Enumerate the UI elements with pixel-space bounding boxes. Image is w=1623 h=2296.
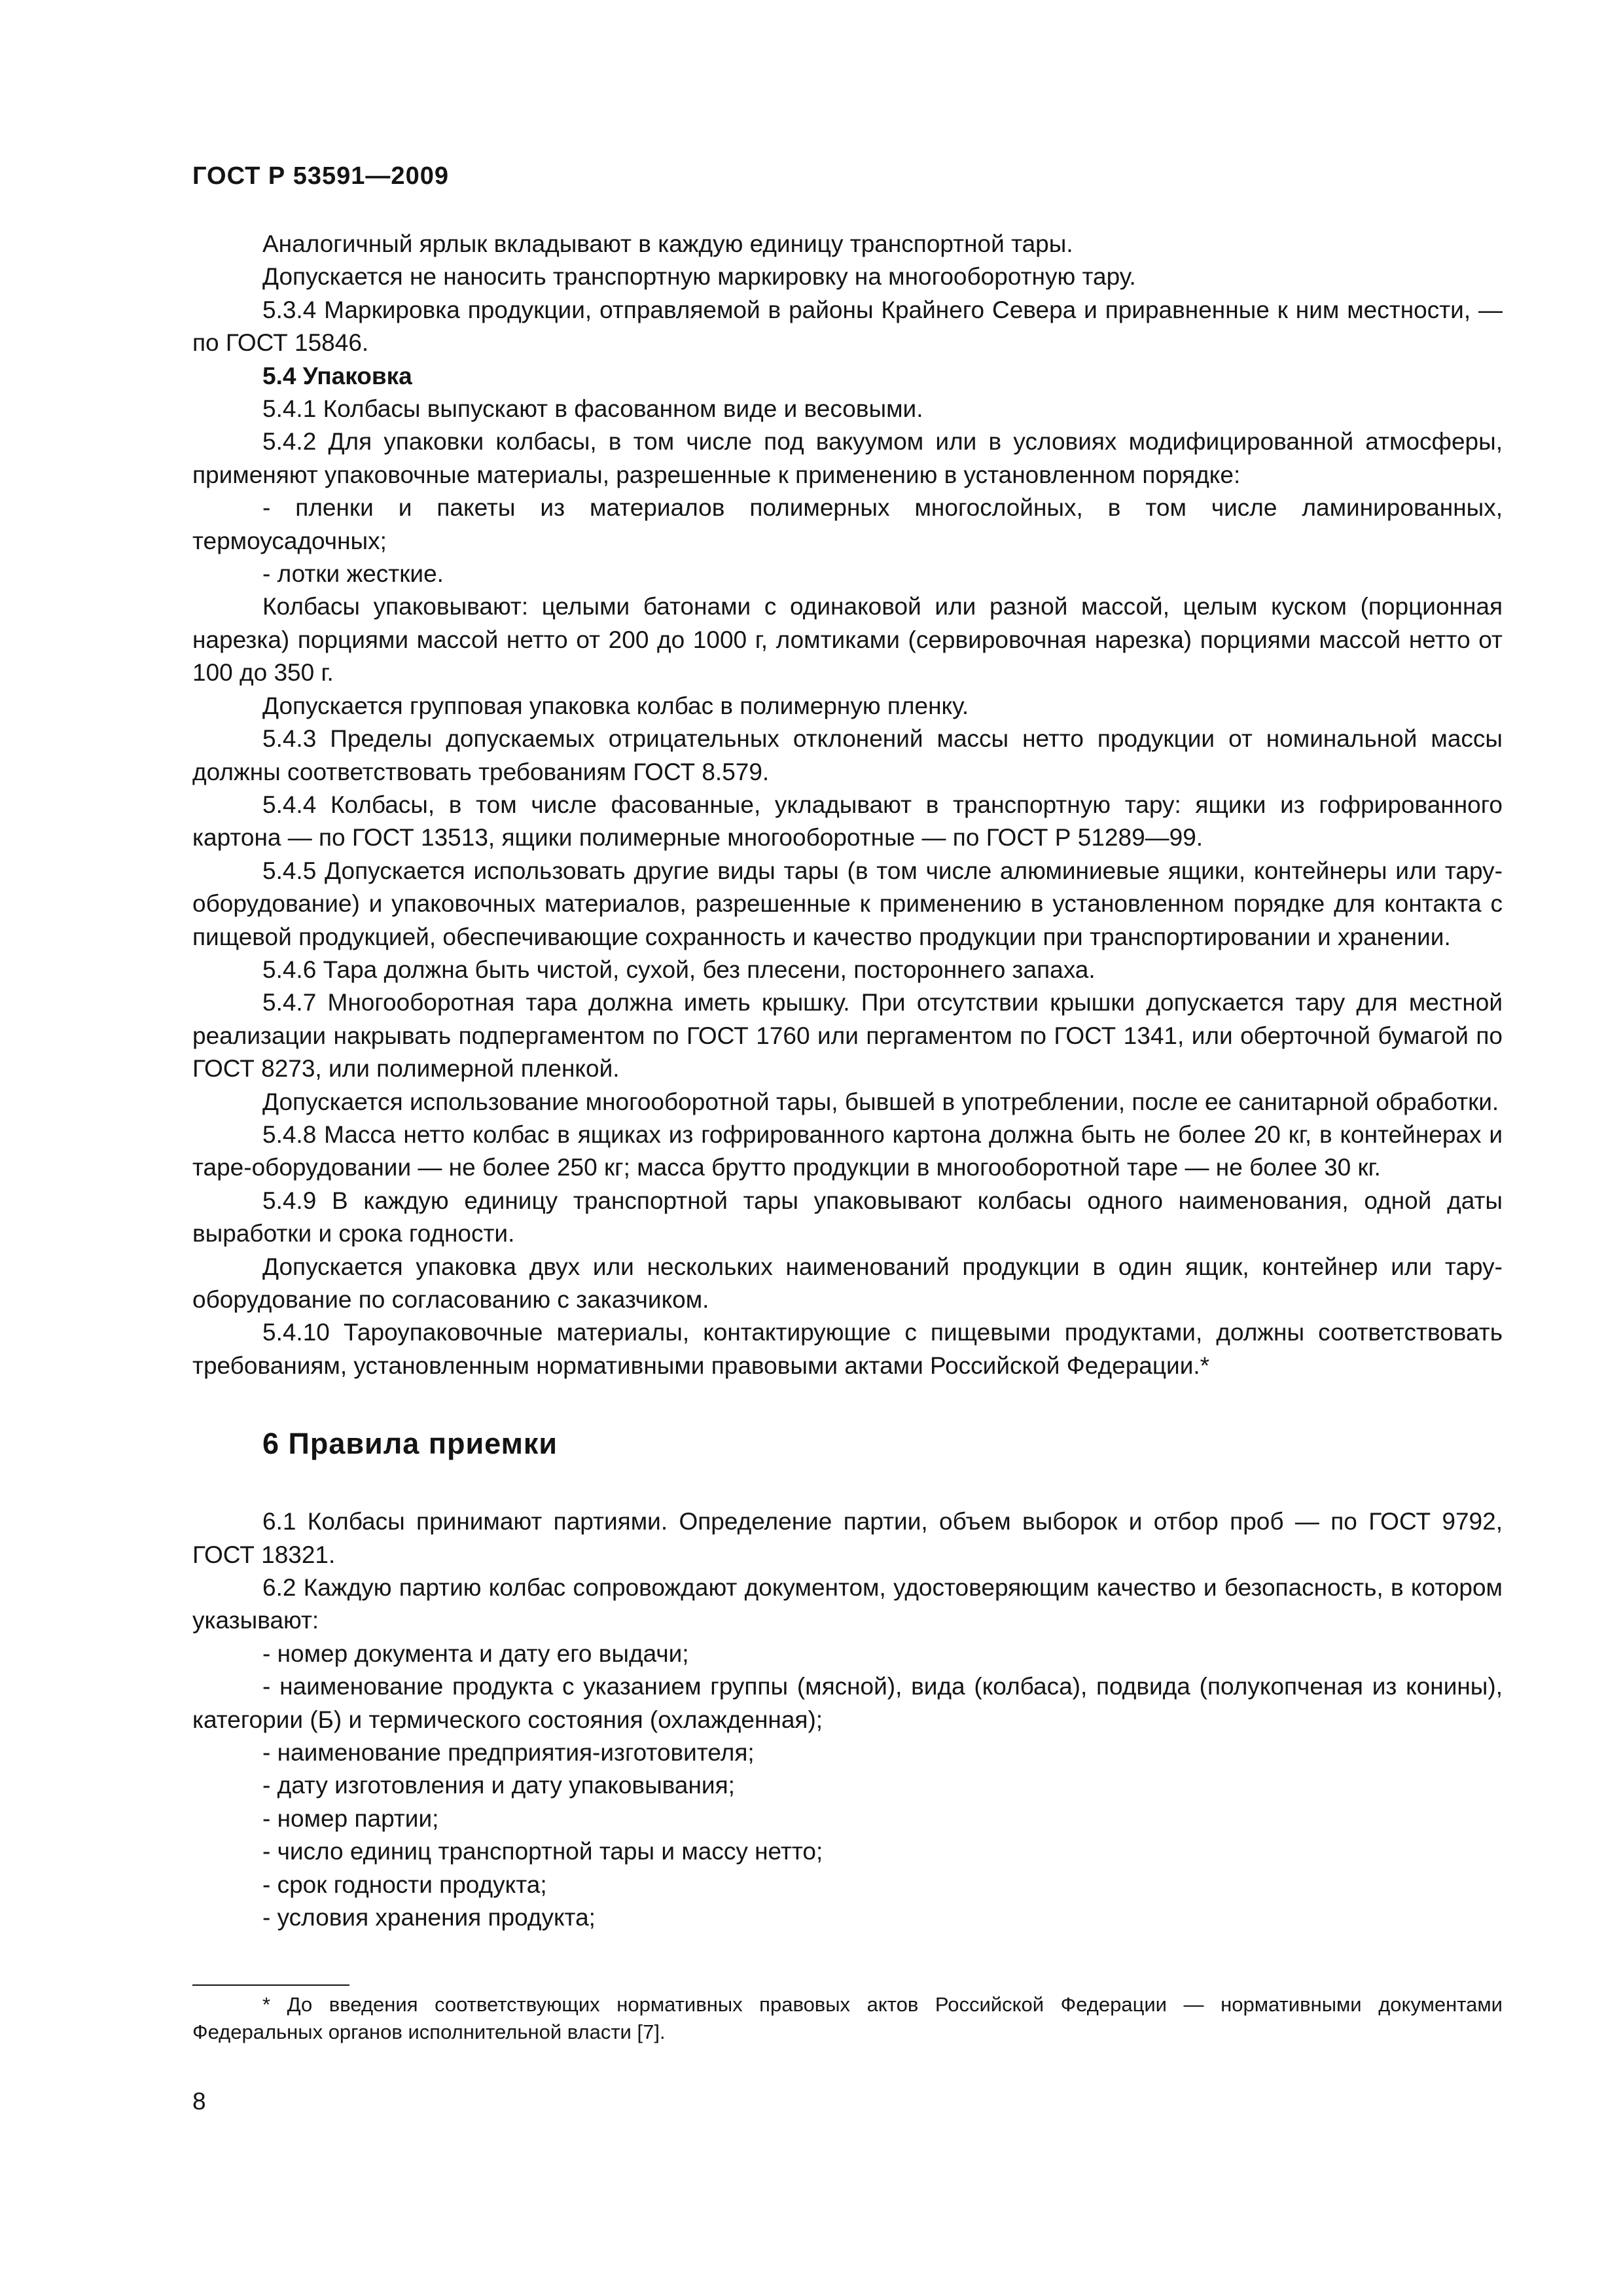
section-heading: 6 Правила приемки bbox=[262, 1427, 558, 1461]
paragraph: Допускается групповая упаковка колбас в полимерную пленку. bbox=[262, 692, 969, 719]
list-item: - дату изготовления и дату упаковывания; bbox=[262, 1772, 735, 1799]
list-item: - число единиц транспортной тары и массу нетто; bbox=[262, 1838, 823, 1865]
list-item: - условия хранения продукта; bbox=[262, 1904, 596, 1931]
paragraph: Допускается не наносить транспортную маркировку на многооборотную тару. bbox=[262, 263, 1136, 291]
paragraph: 5.4.2 Для упаковки колбасы, в том числе под вакуумом или в условиях модифицированной атмосферы, применяют упаковочные материалы, разрешенные к применению в установленном порядке: bbox=[192, 428, 1503, 488]
list-item: - лотки жесткие. bbox=[262, 560, 444, 588]
footnote-divider bbox=[192, 1984, 349, 1986]
page-number: 8 bbox=[192, 2088, 206, 2115]
paragraph: 5.3.4 Маркировка продукции, отправляемой в районы Крайнего Севера и приравненные к ним местности, — по ГОСТ 15846. bbox=[192, 296, 1503, 357]
list-item: - наименование предприятия-изготовителя; bbox=[262, 1739, 755, 1767]
paragraph: 5.4.5 Допускается использовать другие виды тары (в том числе алюминиевые ящики, контейнеры или тару-оборудование) и упаковочных материалов, разрешенные к применению в установленном порядке для контакта с пищевой продукцией, обеспечивающие сохранность и качество продукции при транспортировании и хранении. bbox=[192, 857, 1503, 950]
paragraph: 5.4.9 В каждую единицу транспортной тары упаковывают колбасы одного наименования, одной даты выработки и срока годности. bbox=[192, 1187, 1503, 1247]
footnote: * До введения соответствующих нормативных правовых актов Российской Федерации — нормативными документами Федеральных органов исполнительной власти [7]. bbox=[192, 1993, 1503, 2043]
list-item: - номер партии; bbox=[262, 1804, 439, 1832]
paragraph: 5.4.4 Колбасы, в том числе фасованные, укладывают в транспортную тару: ящики из гофрированного картона — по ГОСТ 13513, ящики полимерные многооборотные — по ГОСТ Р 51289—99. bbox=[192, 791, 1503, 852]
paragraph: Аналогичный ярлык вкладывают в каждую единицу транспортной тары. bbox=[262, 230, 1073, 257]
paragraph: 5.4.10 Тароупаковочные материалы, контактирующие с пищевыми продуктами, должны соответствовать требованиям, установленным нормативными правовыми актами Российской Федерации.* bbox=[192, 1319, 1503, 1379]
paragraph: 5.4.3 Пределы допускаемых отрицательных отклонений массы нетто продукции от номинальной массы должны соответствовать требованиям ГОСТ 8.579. bbox=[192, 725, 1503, 785]
list-item: - наименование продукта с указанием группы (мясной), вида (колбаса), подвида (полукопченая из конины), категории (Б) и термического состояния (охлажденная); bbox=[192, 1673, 1503, 1733]
paragraph: 5.4.7 Многооборотная тара должна иметь крышку. При отсутствии крышки допускается тару для местной реализации накрывать подпергаментом по ГОСТ 1760 или пергаментом по ГОСТ 1341, или оберточной бумагой по ГОСТ 8273, или полимерной пленкой. bbox=[192, 989, 1503, 1083]
document-header: ГОСТ Р 53591—2009 bbox=[192, 162, 449, 190]
list-item: - пленки и пакеты из материалов полимерных многослойных, в том числе ламинированных, термоусадочных; bbox=[192, 494, 1503, 554]
paragraph: Колбасы упаковывают: целыми батонами с одинаковой или разной массой, целым куском (порционная нарезка) порциями массой нетто от 200 до 1000 г, ломтиками (сервировочная нарезка) порциями массой нетто от 100 до 350 г. bbox=[192, 593, 1503, 687]
paragraph: 5.4.6 Тара должна быть чистой, сухой, без плесени, постороннего запаха. bbox=[262, 956, 1096, 983]
paragraph: Допускается упаковка двух или нескольких наименований продукции в один ящик, контейнер или тару-оборудование по согласованию с заказчиком. bbox=[192, 1253, 1503, 1313]
paragraph: 5.4.8 Масса нетто колбас в ящиках из гофрированного картона должна быть не более 20 кг, в контейнерах и таре-оборудовании — не более 250 кг; масса брутто продукции в многооборотной таре — не более 30 кг. bbox=[192, 1121, 1503, 1181]
document-body bbox=[192, 228, 1503, 1935]
list-item: - срок годности продукта; bbox=[262, 1871, 547, 1898]
list-item: - номер документа и дату его выдачи; bbox=[262, 1640, 689, 1667]
paragraph: 6.2 Каждую партию колбас сопровождают документом, удостоверяющим качество и безопасность, в котором указывают: bbox=[192, 1574, 1503, 1634]
paragraph: 5.4.1 Колбасы выпускают в фасованном виде и весовыми. bbox=[262, 395, 923, 423]
subsection-heading: 5.4 Упаковка bbox=[262, 362, 412, 389]
paragraph: Допускается использование многооборотной тары, бывшей в употреблении, после ее санитарной обработки. bbox=[262, 1088, 1499, 1115]
paragraph: 6.1 Колбасы принимают партиями. Определение партии, объем выборок и отбор проб — по ГОСТ 9792, ГОСТ 18321. bbox=[192, 1508, 1503, 1568]
